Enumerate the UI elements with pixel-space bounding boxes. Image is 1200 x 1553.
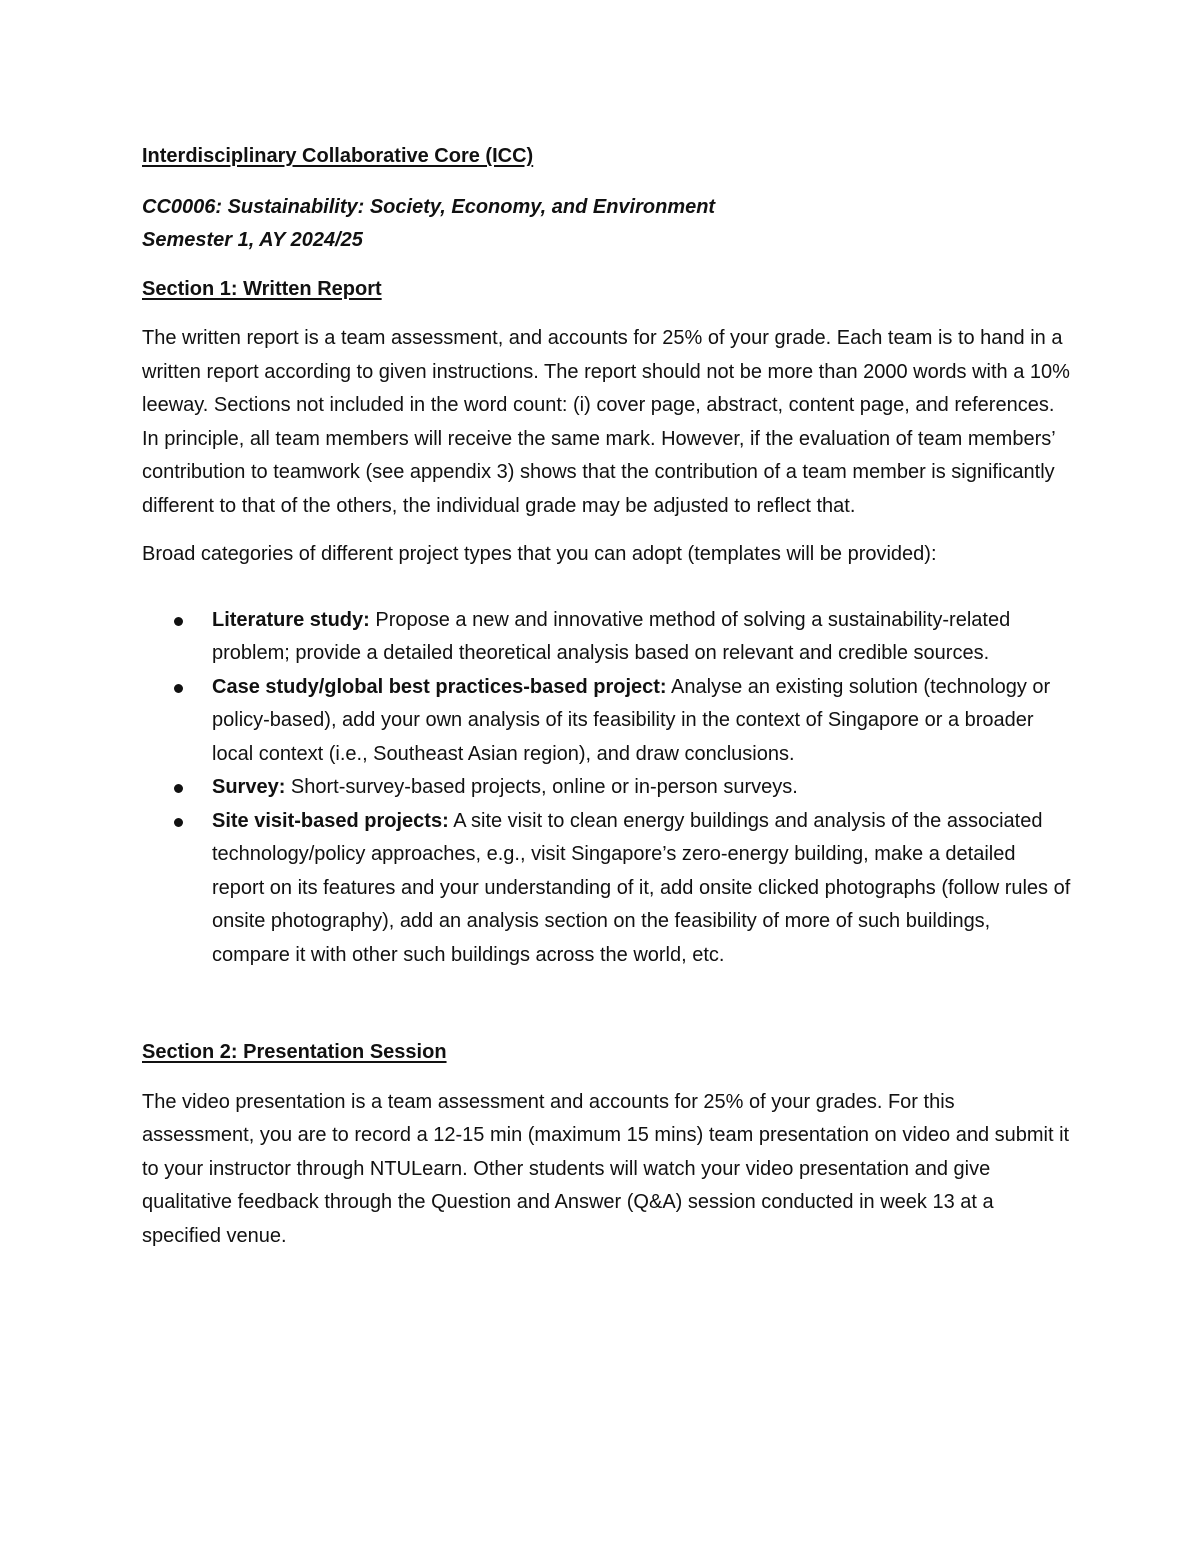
list-item-text: A site visit to clean energy buildings and analysis of the associated technology/policy approaches, e.g., visit Singapore’s zero-energy building, make a detailed report on its features and your understanding of it, add onsite clicked photographs (follow rules of onsite photography), add an analysis section on the feasibility of more of such buildings, compare it with other such buildings across the world, etc. [212,809,1071,966]
section-1-paragraph-2: Broad categories of different project types that you can adopt (templates will be provided): [142,543,937,565]
course-info [142,191,1072,258]
list-item-term: Survey: [212,776,286,798]
list-item-term: Case study/global best practices-based project: [212,675,667,698]
bullet-icon [174,684,183,693]
list-item-term: Site visit-based projects: [212,809,449,832]
list-item-text: Propose a new and innovative method of solving a sustainability-related problem; provide a detailed theoretical analysis based on relevant and credible sources. [212,608,1011,664]
list-item [212,604,1072,671]
list-item-text: Analyse an existing solution (technology or policy-based), add your own analysis of its feasibility in the context of Singapore or a broader local context (i.e., Southeast Asian region), and draw conclusions. [212,675,1051,765]
list-item [212,671,1072,772]
course-title: CC0006: Sustainability: Society, Economy, and Environment [142,195,716,218]
semester-label: Semester 1, AY 2024/25 [142,229,363,251]
list-item [212,771,1072,805]
list-item-term: Literature study: [212,608,370,631]
section-2-heading: Section 2: Presentation Session [142,1041,447,1063]
bullet-icon [174,617,183,626]
bullet-icon [174,818,183,827]
section-2-paragraph-1: The video presentation is a team assessment and accounts for 25% of your grades. For this assessment, you are to record a 12-15 min (maximum 15 mins) team presentation on video and submit it to your instructor through NTULearn. Other students will watch your video presentation and give qualitative feedback through the Question and Answer (Q&A) session conducted in week 13 at a specified venue. [142,1090,1070,1247]
list-item-text: Short-survey-based projects, online or in-person surveys. [285,776,798,798]
institution-heading: Interdisciplinary Collaborative Core (ICC) [142,145,534,167]
list-item [212,805,1072,973]
bullet-icon [174,784,183,793]
project-types-list [142,604,1072,973]
document-page [142,140,1072,1268]
section-1-paragraph-1: The written report is a team assessment, and accounts for 25% of your grade. Each team is to hand in a written report according to given instructions. The report should not be more than 2000 words with a 10% leeway. Sections not included in the word count: (i) cover page, abstract, content page, and references. In principle, all team members will receive the same mark. However, if the evaluation of team members’ contribution to teamwork (see appendix 3) shows that the contribution of a team member is significantly different to that of the others, the individual grade may be adjusted to reflect that. [142,327,1070,517]
section-1-heading: Section 1: Written Report [142,277,382,300]
